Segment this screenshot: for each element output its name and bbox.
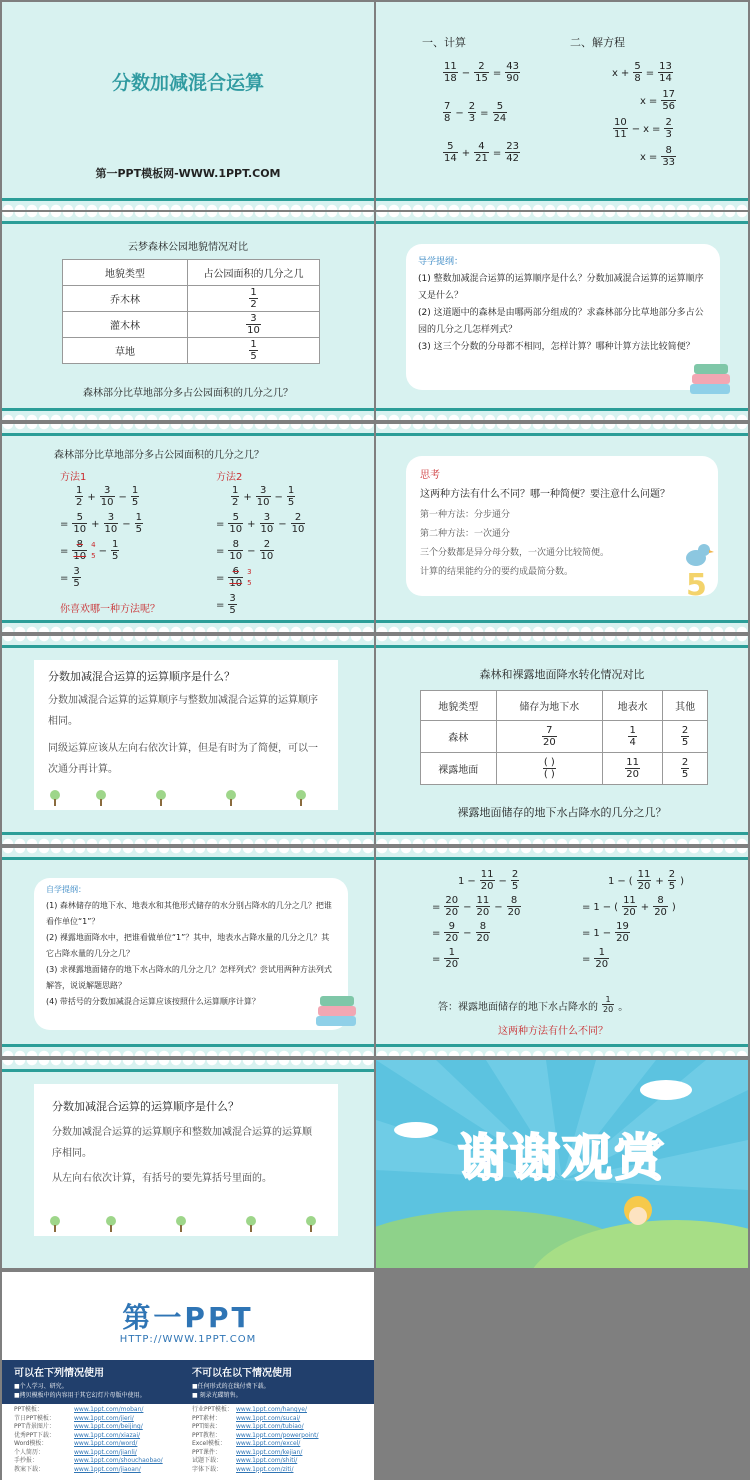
think-question: 这两种方法有什么不同？哪一种简便？要注意什么问题？: [420, 489, 670, 500]
solution-1: x = $\frac{17}{56}$: [640, 89, 676, 112]
fraction: $\frac{7}{20}$: [542, 724, 556, 748]
scallop-border: [2, 1044, 374, 1056]
thanks-text: 谢谢观赏: [458, 1129, 666, 1187]
tree-icon: [48, 790, 62, 806]
link-row: Excel模板： www.1ppt.com/excel/: [192, 1440, 301, 1447]
can-use-title: 可以在下列情况使用: [14, 1368, 104, 1379]
fraction: $\frac{11}{20}$: [626, 756, 639, 780]
outline-heading: 导学提纲：: [418, 257, 464, 267]
scallop-border: [2, 848, 374, 860]
fraction: $\frac{2}{5}$: [681, 724, 689, 748]
answer-line: 答：裸露地面储存的地下水占降水的 1 20 。: [438, 995, 629, 1014]
solution-2: x = $\frac{8}{33}$: [640, 145, 676, 168]
summary-paragraph: 分数加减混合运算的运算顺序和整数加减混合运算的运算顺序相同。: [52, 1127, 312, 1159]
books-icon: [314, 992, 362, 1032]
table-title: 云梦森林公园地貌情况对比: [128, 242, 248, 253]
scallop-border: [376, 424, 748, 436]
link-row: PPT背景图片： www.1ppt.com/beijing/: [14, 1423, 143, 1430]
think-card: [406, 456, 718, 596]
scallop-border: [2, 1060, 374, 1072]
scallop-border: [2, 212, 374, 224]
outline-card: [406, 244, 720, 390]
links-left: [14, 1406, 163, 1474]
can-use-item: ■拷贝模板中的内容用于其它幻灯片母版中使用。: [14, 1392, 146, 1399]
rule-card: [34, 660, 338, 810]
link-row: Word模板： www.1ppt.com/word/: [14, 1440, 138, 1447]
method-2-label: 方法2: [216, 472, 243, 483]
slide-title-subtitle: 第一PPT模板网-WWW.1PPT.COM: [95, 167, 281, 180]
tree-icon: [94, 790, 108, 806]
equation-1: x + $\frac{5}{8}$ = $\frac{13}{14}$: [612, 61, 672, 84]
calc-line-1: 11 18 − $\frac{2}{15}$ = $\frac{43}{90}$: [444, 61, 519, 84]
tree-icon: [104, 1216, 118, 1232]
link-row: 行业PPT模板： www.1ppt.com/hangye/: [192, 1406, 307, 1413]
row-name: 森林: [421, 721, 497, 753]
row-name: 灌木林: [63, 312, 188, 338]
link[interactable]: www.1ppt.com/jianli/: [74, 1448, 137, 1456]
think-line: 三个分数都是异分母分数，一次通分比较简便。: [420, 548, 610, 558]
calc-heading: 一、计算: [422, 36, 466, 49]
slide-rain-table: [376, 636, 748, 844]
link[interactable]: www.1ppt.com/shiti/: [236, 1457, 298, 1464]
slide-park-table: [2, 212, 374, 420]
link-row: 优秀PPT下载： www.1ppt.com/xiazai/: [14, 1431, 141, 1439]
think-line: 计算的结果能约分的要约成最简分数。: [420, 567, 574, 577]
outline-item: (1) 整数加减混合运算的运算顺序是什么？分数加减混合运算的运算顺序又是什么？: [418, 274, 704, 301]
solution-method-2: 1 − ( 11 20 + $\frac{2}{5}$ ) = 1 − ( 11 20 + $\frac{8}{20}$ ) = 1 − $\frac{19}{20}$ = $\frac{1}{20}$: [582, 869, 685, 970]
scallop-border: [376, 212, 748, 224]
slide-title-heading: 分数加减混合运算: [111, 72, 264, 94]
slide-two-methods: [2, 424, 374, 632]
outline-item: (3) 这三个分数的分母都不相同，怎样计算？哪种计算方法比较简便？: [418, 342, 695, 352]
link-row: 教案下载： www.1ppt.com/jiaoan/: [14, 1465, 141, 1473]
brand-url: HTTP://WWW.1PPT.COM: [119, 1334, 257, 1345]
header-cell: 其他: [663, 691, 708, 721]
think-line: 第一种方法：分步通分: [420, 510, 511, 520]
brand-logo: 第一PPT: [122, 1301, 254, 1334]
row-name: 草地: [63, 338, 188, 364]
fraction: $\frac{1}{4}$: [629, 724, 636, 748]
fraction: $\frac{1}{5}$: [250, 338, 257, 362]
row-name: 裸露地面: [421, 753, 497, 785]
scallop-border: [376, 636, 748, 648]
link-row: PPT课件： www.1ppt.com/kejian/: [192, 1448, 303, 1456]
tree-icon: [154, 790, 168, 806]
question-text: 森林部分比草地部分多占公园面积的几分之几？: [83, 388, 293, 399]
difference-question: 这两种方法有什么不同？: [498, 1026, 608, 1037]
slide-order-summary: [2, 1060, 374, 1268]
think-line: 第二种方法：一次通分: [420, 529, 511, 539]
row-name: 乔木林: [63, 286, 188, 312]
method-1-steps: 1 2 + $\frac{3}{10}$ − $\frac{1}{5}$ = $\frac{5}{10}$ + $\frac{3}{10}$ − $\frac{1}{5}$ = $\frac{8}{10}$ 4 5 − $\frac{1}{5}$ = $\frac{3}{5}$: [60, 485, 143, 589]
tree-icon: [224, 790, 238, 806]
fraction: $\frac{1}{2}$: [250, 286, 257, 310]
method-1-label: 方法1: [60, 472, 87, 483]
tree-icon: [48, 1216, 62, 1232]
scallop-border: [376, 620, 748, 632]
scallop-border: [2, 198, 374, 210]
calc-list: [442, 62, 521, 164]
slide-think: [376, 424, 748, 632]
tree-icon: [304, 1216, 318, 1232]
header-cell: 地表水: [603, 691, 663, 721]
header-cell: 地貌类型: [63, 260, 188, 286]
calc-line-3: 5 14 + $\frac{4}{21}$ = $\frac{23}{42}$: [444, 141, 519, 164]
slide-study-outline: [376, 212, 748, 420]
slide-question: 森林部分比草地部分多占公园面积的几分之几？: [54, 450, 264, 461]
scallop-border: [2, 620, 374, 632]
table-title: 森林和裸露地面降水转化情况对比: [479, 668, 645, 681]
scallop-border: [376, 408, 748, 420]
scallop-border: [2, 832, 374, 844]
link-row: PPT教程： www.1ppt.com/powerpoint/: [192, 1431, 319, 1439]
preference-question: 你喜欢哪一种方法呢？: [60, 604, 160, 615]
cannot-use-item: ■任何形式的在线付费下载。: [192, 1383, 270, 1390]
fraction: $\frac{2}{5}$: [681, 756, 689, 780]
scallop-border: [2, 408, 374, 420]
scallop-border: [2, 636, 374, 648]
link-row: 个人简历： www.1ppt.com/jianli/: [14, 1448, 137, 1456]
method-2-steps: 1 2 + $\frac{3}{10}$ − $\frac{1}{5}$ = $\frac{5}{10}$ + $\frac{3}{10}$ − $\frac{2}{10}$ = $\frac{8}{10}$ − $\frac{2}{10}$ = $\frac{6}{10}$ 3 5 = $\frac{3}{5}$: [216, 485, 305, 616]
link[interactable]: www.1ppt.com/moban/: [74, 1406, 144, 1413]
link-row: 手抄报： www.1ppt.com/shouchaobao/: [14, 1457, 163, 1464]
summary-card: [34, 1084, 338, 1236]
slide-solutions: [376, 848, 748, 1056]
outline-item: (2) 这道题中的森林是由哪两部分组成的？求森林部分比草地部分多占公园的几分之几怎样列式？: [418, 308, 704, 335]
scallop-border: [376, 848, 748, 860]
question-text: 裸露地面储存的地下水占降水的几分之几？: [457, 806, 667, 819]
books-icon: [688, 358, 736, 402]
link[interactable]: www.1ppt.com/shouchaobao/: [74, 1457, 163, 1464]
summary-heading: 分数加减混合运算的运算顺序是什么？: [52, 1100, 239, 1113]
links-right: [192, 1406, 318, 1474]
landform-table: [62, 259, 320, 364]
slide-order-rule: [2, 636, 374, 844]
slide-credits: [2, 1272, 374, 1480]
slide-title: [2, 2, 374, 210]
link[interactable]: www.1ppt.com/ziti/: [236, 1465, 294, 1473]
number-five-icon: 5: [686, 568, 707, 603]
rule-heading: 分数加减混合运算的运算顺序是什么？: [48, 670, 235, 683]
link[interactable]: www.1ppt.com/jieri/: [74, 1414, 134, 1422]
calc-line-2: 7 8 − $\frac{2}{3}$ = $\frac{5}{24}$: [444, 101, 507, 124]
link-row: PPT图表： www.1ppt.com/tubiao/: [192, 1423, 304, 1430]
rule-paragraph: 同级运算应该从左向右依次计算，但是有时为了简便，可以一次通分再计算。: [48, 743, 318, 775]
equation-list: [612, 62, 677, 168]
rule-paragraph: 分数加减混合运算的运算顺序与整数加减混合运算的运算顺序相同。: [48, 695, 318, 727]
scallop-border: [376, 832, 748, 844]
link[interactable]: www.1ppt.com/kejian/: [236, 1448, 303, 1456]
solution-method-1: 1 − $\frac{11}{20}$ − $\frac{2}{5}$ = $\frac{20}{20}$ − $\frac{11}{20}$ − $\frac{8}{20}$ = $\frac{9}{20}$ − $\frac{8}{20}$ = $\frac{1}{20}$: [432, 869, 521, 970]
bird-icon: [682, 540, 714, 570]
self-study-item: (2) 裸露地面降水中，把谁看做单位“1”？其中，地表水占降水量的几分之几？其它占降水量的几分之几？: [46, 933, 330, 958]
cannot-use-item: ■ 刻录光碟销售。: [192, 1392, 242, 1399]
link-row: PPT模板： www.1ppt.com/moban/: [14, 1406, 144, 1413]
equation-2: 10 11 − x = $\frac{2}{3}$: [614, 117, 672, 140]
fraction: $\frac{3}{10}$: [247, 312, 260, 336]
tree-icon: [174, 1216, 188, 1232]
slide-thanks: [376, 1060, 748, 1268]
link[interactable]: www.1ppt.com/jiaoan/: [74, 1465, 141, 1473]
header-cell: 地貌类型: [421, 691, 497, 721]
tree-icon: [244, 1216, 258, 1232]
link[interactable]: www.1ppt.com/excel/: [236, 1440, 301, 1447]
link[interactable]: www.1ppt.com/powerpoint/: [236, 1431, 319, 1439]
cannot-use-title: 不可以在以下情况使用: [192, 1368, 292, 1379]
link-row: 字体下载： www.1ppt.com/ziti/: [192, 1465, 294, 1473]
can-use-item: ■个人学习、研究。: [14, 1383, 68, 1390]
link-row: PPT素材： www.1ppt.com/sucai/: [192, 1414, 301, 1422]
scallop-border: [376, 198, 748, 210]
think-heading: 思考: [420, 470, 440, 481]
link[interactable]: www.1ppt.com/tubiao/: [236, 1423, 304, 1430]
scallop-border: [376, 1044, 748, 1056]
slide-exercises: [376, 2, 748, 210]
self-study-card: [34, 878, 348, 1030]
link[interactable]: www.1ppt.com/beijing/: [74, 1423, 143, 1430]
self-study-item: (4) 带括号的分数加减混合运算应该按照什么运算顺序计算？: [46, 997, 260, 1006]
slide-self-study: [2, 848, 374, 1056]
usage-banner: [2, 1360, 374, 1404]
self-study-item: (3) 求裸露地面储存的地下水占降水的几分之几？怎样列式？尝试用两种方法列式解答，说说解题思路？: [46, 965, 332, 990]
header-cell: 占公园面积的几分之几: [188, 260, 320, 286]
summary-paragraph: 从左向右依次计算，有括号的要先算括号里面的。: [52, 1173, 272, 1184]
header-cell: 储存为地下水: [496, 691, 602, 721]
link[interactable]: www.1ppt.com/hangye/: [236, 1406, 307, 1413]
tree-icon: [294, 790, 308, 806]
blank-fraction: ( ) ( ): [543, 756, 555, 780]
link[interactable]: www.1ppt.com/sucai/: [236, 1414, 301, 1422]
scallop-border: [2, 424, 374, 436]
link[interactable]: www.1ppt.com/xiazai/: [74, 1431, 141, 1439]
self-study-item: (1) 森林储存的地下水、地表水和其他形式储存的水分别占降水的几分之几？把谁看作单位“1”？: [46, 901, 332, 926]
link-row: 节日PPT模板： www.1ppt.com/jieri/: [14, 1414, 134, 1422]
link[interactable]: www.1ppt.com/word/: [74, 1440, 138, 1447]
rain-table: [420, 690, 708, 785]
equation-heading: 二、解方程: [570, 36, 625, 49]
link-row: 试题下载： www.1ppt.com/shiti/: [192, 1457, 298, 1464]
self-study-heading: 自学提纲：: [46, 885, 86, 894]
